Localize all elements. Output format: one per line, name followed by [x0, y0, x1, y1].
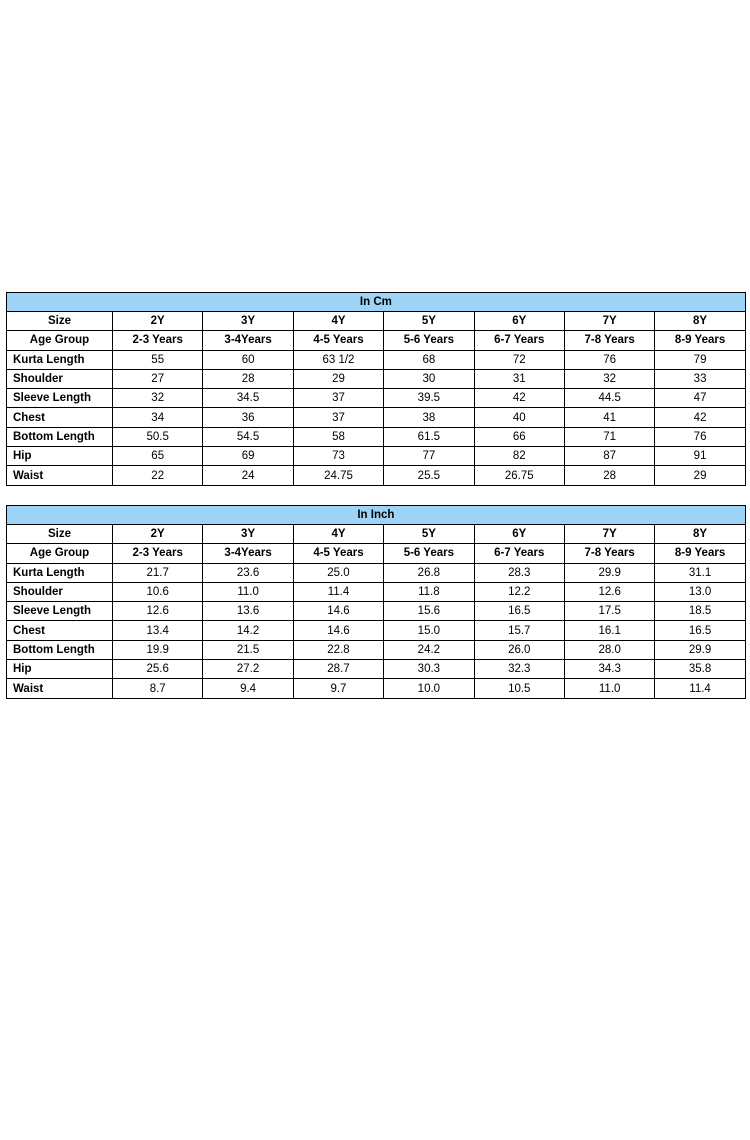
- measurement-value: 29: [655, 466, 745, 485]
- measurement-value: 10.0: [384, 679, 474, 698]
- size-cell: 2Y: [113, 312, 203, 331]
- measurement-value: 41: [564, 408, 654, 427]
- size-chart-inch-table: [6, 505, 746, 699]
- age-group-label: Age Group: [7, 331, 113, 350]
- measurement-label: Waist: [7, 466, 113, 485]
- size-header-row: [7, 525, 746, 544]
- measurement-value: 60: [203, 350, 293, 369]
- measurement-value: 25.0: [293, 563, 383, 582]
- table-row: [7, 679, 746, 698]
- table-row: [7, 389, 746, 408]
- measurement-value: 15.0: [384, 621, 474, 640]
- table-row: [7, 447, 746, 466]
- measurement-value: 38: [384, 408, 474, 427]
- measurement-value: 16.1: [564, 621, 654, 640]
- size-cell: 6Y: [474, 525, 564, 544]
- measurement-value: 28.0: [564, 640, 654, 659]
- measurement-value: 29.9: [564, 563, 654, 582]
- table-row: [7, 563, 746, 582]
- measurement-value: 9.4: [203, 679, 293, 698]
- measurement-value: 69: [203, 447, 293, 466]
- measurement-value: 27.2: [203, 660, 293, 679]
- measurement-value: 71: [564, 427, 654, 446]
- measurement-value: 72: [474, 350, 564, 369]
- age-group-cell: 4-5 Years: [293, 331, 383, 350]
- size-label: Size: [7, 312, 113, 331]
- measurement-value: 11.4: [655, 679, 745, 698]
- age-group-cell: 3-4Years: [203, 544, 293, 563]
- measurement-value: 27: [113, 369, 203, 388]
- measurement-value: 15.6: [384, 602, 474, 621]
- size-cell: 3Y: [203, 525, 293, 544]
- measurement-value: 34.3: [564, 660, 654, 679]
- measurement-value: 25.6: [113, 660, 203, 679]
- size-cell: 7Y: [564, 312, 654, 331]
- measurement-value: 30.3: [384, 660, 474, 679]
- age-group-cell: 7-8 Years: [564, 544, 654, 563]
- age-group-cell: 3-4Years: [203, 331, 293, 350]
- age-group-cell: 2-3 Years: [113, 544, 203, 563]
- age-group-cell: 6-7 Years: [474, 544, 564, 563]
- measurement-value: 33: [655, 369, 745, 388]
- measurement-value: 26.0: [474, 640, 564, 659]
- measurement-value: 82: [474, 447, 564, 466]
- measurement-value: 13.0: [655, 582, 745, 601]
- measurement-value: 11.0: [564, 679, 654, 698]
- measurement-label: Chest: [7, 621, 113, 640]
- table-row: [7, 660, 746, 679]
- measurement-value: 55: [113, 350, 203, 369]
- measurement-value: 14.6: [293, 602, 383, 621]
- age-group-cell: 6-7 Years: [474, 331, 564, 350]
- measurement-value: 61.5: [384, 427, 474, 446]
- measurement-value: 25.5: [384, 466, 474, 485]
- measurement-label: Shoulder: [7, 582, 113, 601]
- measurement-value: 54.5: [203, 427, 293, 446]
- measurement-value: 21.5: [203, 640, 293, 659]
- measurement-label: Sleeve Length: [7, 389, 113, 408]
- table-title-row: [7, 506, 746, 525]
- measurement-value: 31: [474, 369, 564, 388]
- age-group-cell: 4-5 Years: [293, 544, 383, 563]
- measurement-value: 16.5: [474, 602, 564, 621]
- measurement-label: Waist: [7, 679, 113, 698]
- measurement-value: 15.7: [474, 621, 564, 640]
- measurement-value: 29.9: [655, 640, 745, 659]
- measurement-value: 9.7: [293, 679, 383, 698]
- measurement-value: 13.6: [203, 602, 293, 621]
- size-cell: 3Y: [203, 312, 293, 331]
- size-cell: 2Y: [113, 525, 203, 544]
- measurement-value: 87: [564, 447, 654, 466]
- measurement-value: 28.3: [474, 563, 564, 582]
- measurement-value: 12.2: [474, 582, 564, 601]
- measurement-value: 79: [655, 350, 745, 369]
- age-group-cell: 5-6 Years: [384, 331, 474, 350]
- measurement-value: 65: [113, 447, 203, 466]
- measurement-value: 19.9: [113, 640, 203, 659]
- measurement-value: 34: [113, 408, 203, 427]
- measurement-value: 11.4: [293, 582, 383, 601]
- age-group-row: [7, 544, 746, 563]
- size-cell: 5Y: [384, 312, 474, 331]
- table-row: [7, 602, 746, 621]
- age-group-cell: 7-8 Years: [564, 331, 654, 350]
- measurement-label: Kurta Length: [7, 350, 113, 369]
- measurement-value: 31.1: [655, 563, 745, 582]
- measurement-value: 34.5: [203, 389, 293, 408]
- measurement-value: 22.8: [293, 640, 383, 659]
- age-group-cell: 8-9 Years: [655, 331, 745, 350]
- measurement-value: 91: [655, 447, 745, 466]
- measurement-value: 28: [564, 466, 654, 485]
- measurement-value: 28.7: [293, 660, 383, 679]
- measurement-value: 10.5: [474, 679, 564, 698]
- measurement-value: 18.5: [655, 602, 745, 621]
- measurement-value: 23.6: [203, 563, 293, 582]
- measurement-value: 17.5: [564, 602, 654, 621]
- measurement-value: 76: [564, 350, 654, 369]
- measurement-label: Shoulder: [7, 369, 113, 388]
- size-label: Size: [7, 525, 113, 544]
- measurement-label: Hip: [7, 447, 113, 466]
- size-cell: 7Y: [564, 525, 654, 544]
- table-row: [7, 582, 746, 601]
- measurement-value: 28: [203, 369, 293, 388]
- measurement-value: 21.7: [113, 563, 203, 582]
- measurement-label: Kurta Length: [7, 563, 113, 582]
- size-cell: 8Y: [655, 525, 745, 544]
- table-row: [7, 408, 746, 427]
- table-row: [7, 427, 746, 446]
- measurement-value: 12.6: [564, 582, 654, 601]
- table-row: [7, 369, 746, 388]
- measurement-value: 58: [293, 427, 383, 446]
- measurement-value: 26.8: [384, 563, 474, 582]
- age-group-label: Age Group: [7, 544, 113, 563]
- measurement-value: 47: [655, 389, 745, 408]
- size-header-row: [7, 312, 746, 331]
- size-cell: 4Y: [293, 525, 383, 544]
- measurement-value: 13.4: [113, 621, 203, 640]
- measurement-value: 77: [384, 447, 474, 466]
- age-group-cell: 2-3 Years: [113, 331, 203, 350]
- age-group-row: [7, 331, 746, 350]
- table-title: In Inch: [7, 506, 746, 525]
- measurement-value: 35.8: [655, 660, 745, 679]
- measurement-value: 42: [474, 389, 564, 408]
- size-cell: 4Y: [293, 312, 383, 331]
- measurement-value: 32.3: [474, 660, 564, 679]
- measurement-value: 76: [655, 427, 745, 446]
- measurement-value: 29: [293, 369, 383, 388]
- measurement-value: 66: [474, 427, 564, 446]
- measurement-value: 11.8: [384, 582, 474, 601]
- measurement-value: 24.75: [293, 466, 383, 485]
- table-row: [7, 466, 746, 485]
- measurement-value: 32: [113, 389, 203, 408]
- measurement-value: 30: [384, 369, 474, 388]
- table-title-row: [7, 293, 746, 312]
- table-title: In Cm: [7, 293, 746, 312]
- table-row: [7, 350, 746, 369]
- measurement-value: 39.5: [384, 389, 474, 408]
- measurement-value: 37: [293, 389, 383, 408]
- measurement-value: 14.2: [203, 621, 293, 640]
- measurement-value: 11.0: [203, 582, 293, 601]
- measurement-value: 68: [384, 350, 474, 369]
- size-cell: 5Y: [384, 525, 474, 544]
- size-cell: 8Y: [655, 312, 745, 331]
- measurement-value: 24.2: [384, 640, 474, 659]
- measurement-value: 63 1/2: [293, 350, 383, 369]
- table-row: [7, 640, 746, 659]
- measurement-value: 50.5: [113, 427, 203, 446]
- measurement-label: Chest: [7, 408, 113, 427]
- measurement-value: 12.6: [113, 602, 203, 621]
- measurement-value: 8.7: [113, 679, 203, 698]
- measurement-label: Bottom Length: [7, 427, 113, 446]
- measurement-value: 26.75: [474, 466, 564, 485]
- measurement-value: 44.5: [564, 389, 654, 408]
- age-group-cell: 5-6 Years: [384, 544, 474, 563]
- measurement-value: 36: [203, 408, 293, 427]
- measurement-value: 10.6: [113, 582, 203, 601]
- measurement-label: Sleeve Length: [7, 602, 113, 621]
- measurement-value: 22: [113, 466, 203, 485]
- measurement-label: Bottom Length: [7, 640, 113, 659]
- measurement-value: 14.6: [293, 621, 383, 640]
- measurement-value: 37: [293, 408, 383, 427]
- measurement-value: 73: [293, 447, 383, 466]
- measurement-value: 40: [474, 408, 564, 427]
- age-group-cell: 8-9 Years: [655, 544, 745, 563]
- table-row: [7, 621, 746, 640]
- measurement-value: 32: [564, 369, 654, 388]
- measurement-label: Hip: [7, 660, 113, 679]
- measurement-value: 16.5: [655, 621, 745, 640]
- size-cell: 6Y: [474, 312, 564, 331]
- size-chart-cm-table: [6, 292, 746, 486]
- measurement-value: 24: [203, 466, 293, 485]
- measurement-value: 42: [655, 408, 745, 427]
